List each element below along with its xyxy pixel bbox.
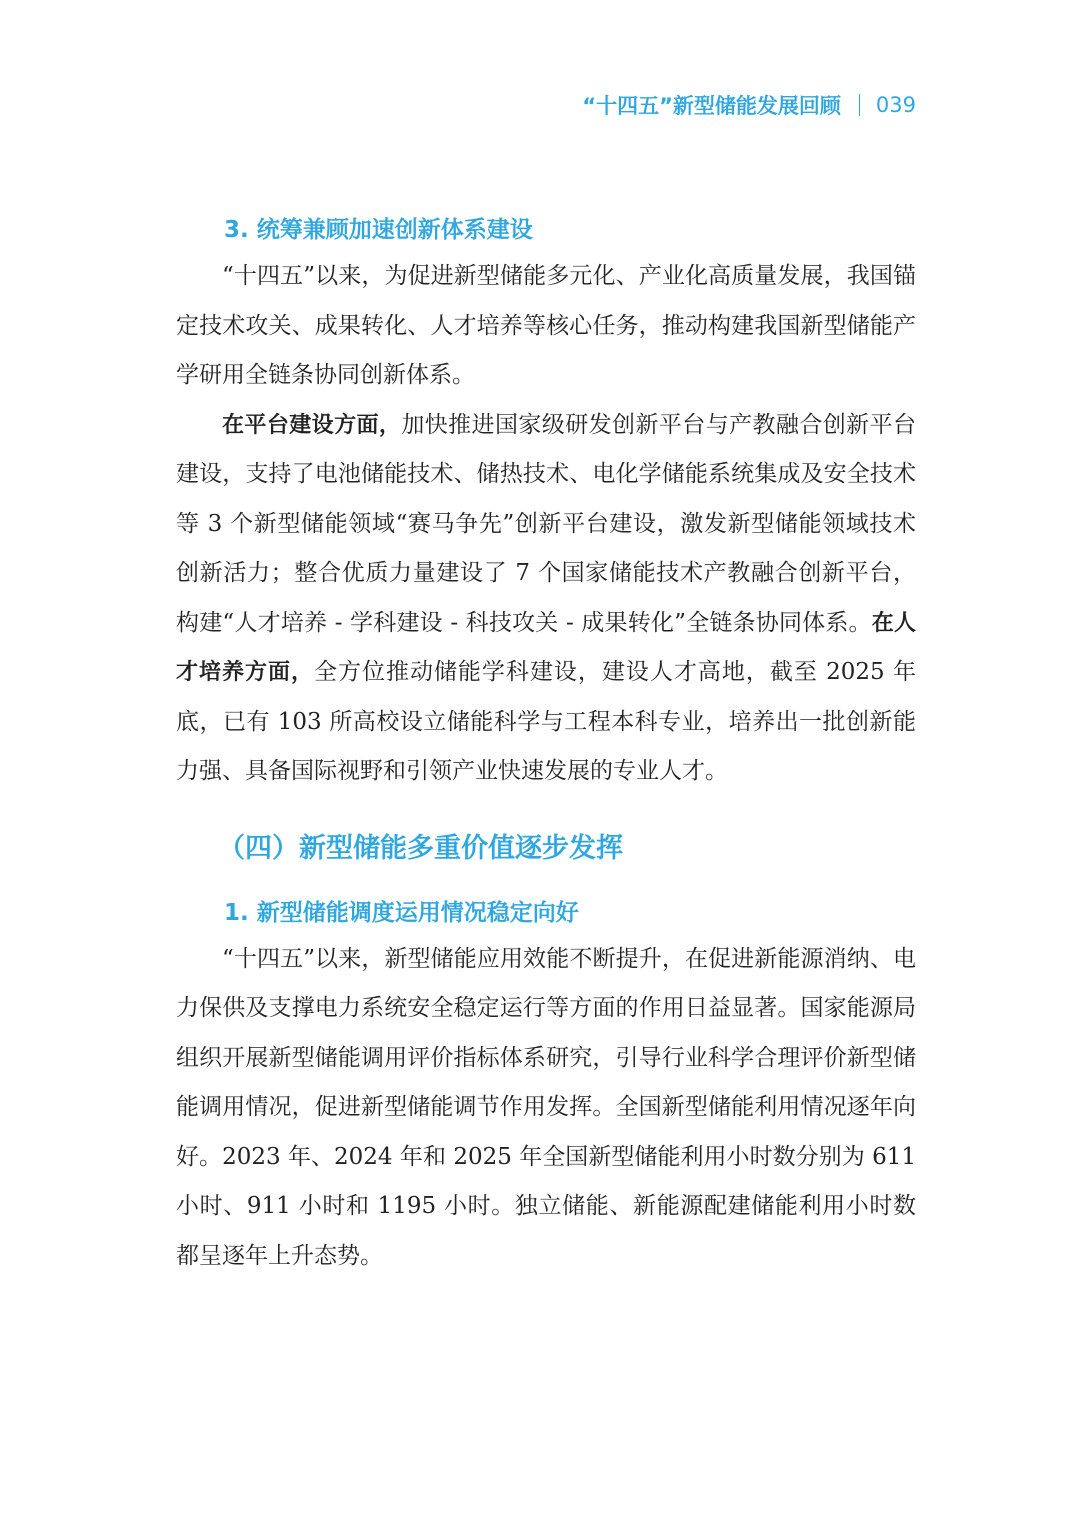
paragraph-platform-talent [176,401,916,797]
bold-lead-platform: 在平台建设方面， [222,412,402,438]
subsection-heading-3: 3. 统筹兼顾加速创新体系建设 [224,217,533,243]
header-divider [859,94,860,116]
paragraph-dispatch-usage: “十四五”以来，新型储能应用效能不断提升，在促进新能源消纳、电力保供及支撑电力系统安全稳定运行等方面的作用日益显著。国家能源局组织开展新型储能调用评价指标体系研究，引导行业科学合理评价新型储能调用情况，促进新型储能调节作用发挥。全国新型储能利用情况逐年向好。2023 年、2024 年和 2025 年全国新型储能利用小时数分别为 611 小时、911 小时和 1195 小时。独立储能、新能源配建储能利用小时数都呈逐年上升态势。 [176,945,916,1269]
page-body [176,208,916,1281]
text-talent: 全方位推动储能学科建设，建设人才高地，截至 2025 年底，已有 103 所高校设立储能科学与工程本科专业，培养出一批创新能力强、具备国际视野和引领产业快速发展的专业人才。 [176,659,916,784]
text-platform: 加快推进国家级研发创新平台与产教融合创新平台建设，支持了电池储能技术、储热技术、电化学储能系统集成及安全技术等 3 个新型储能领域“赛马争先”创新平台建设，激发新型储能领域技术创新活力；整合优质力量建设了 7 个国家储能技术产教融合创新平台，构建“人才培养 - 学科建设 - 科技攻关 - 成果转化”全链条协同体系。 [176,411,916,636]
header-section-title: “十四五”新型储能发展回顾 [582,94,841,118]
bold-lead-talent: 在人才培养方面， [176,610,916,685]
subsection-heading-1: 1. 新型储能调度运用情况稳定向好 [224,899,579,926]
running-header [582,88,916,122]
paragraph-innovation-intro: “十四五”以来，为促进新型储能多元化、产业化高质量发展，我国锚定技术攻关、成果转化、人才培养等核心任务，推动构建我国新型储能产学研用全链条协同创新体系。 [176,263,916,388]
section-heading-4: （四）新型储能多重价值逐步发挥 [218,832,623,864]
page-number: 039 [875,93,916,117]
